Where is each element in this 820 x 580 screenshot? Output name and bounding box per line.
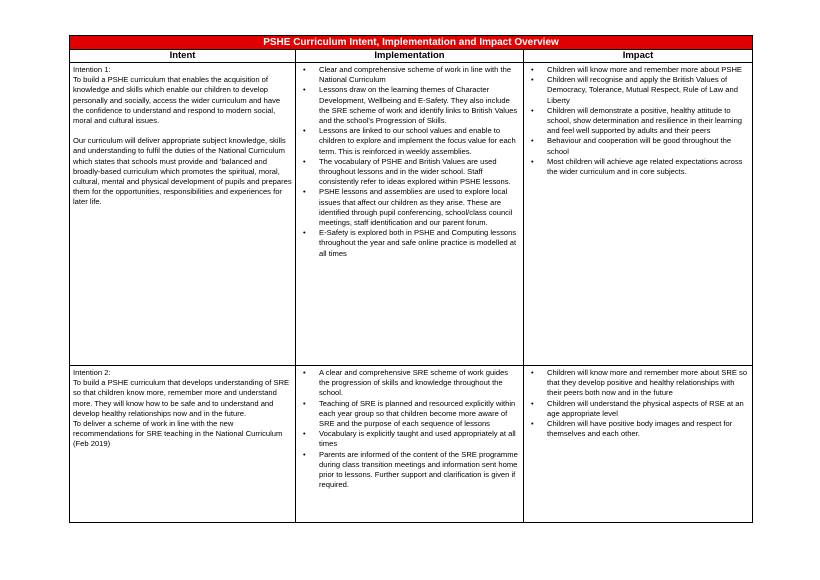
header-row <box>70 50 752 63</box>
list-item: • Parents are informed of the content of the SRE programme during class transition meetings and information sent home prior to lessons. Further support and clarification is given if required. <box>299 450 520 491</box>
implementation-cell <box>296 63 524 365</box>
table-row <box>70 63 752 366</box>
intent-heading: Intention 2: <box>73 368 111 377</box>
list-item: • Children will understand the physical aspects of RSE at an age appropriate level <box>527 399 749 419</box>
implementation-list <box>299 65 520 259</box>
table-title: PSHE Curriculum Intent, Implementation and Impact Overview <box>70 36 752 50</box>
list-item: • Children will know more and remember more about PSHE <box>527 65 749 75</box>
table-row <box>70 366 752 522</box>
intent-paragraph: To build a PSHE curriculum that develops understanding of SRE so that children know more, remember more and understand more. They will know how to be safe and to understand and develop healthy relationships now and in the future. <box>73 378 290 418</box>
list-item: • Clear and comprehensive scheme of work in line with the National Curriculum <box>299 65 520 85</box>
list-item: • Vocabulary is explicitly taught and used appropriately at all times <box>299 429 520 449</box>
header-implementation: Implementation <box>296 50 524 62</box>
intent-paragraph: Our curriculum will deliver appropriate subject knowledge, skills and understanding to fulfil the duties of the National Curriculum which states that schools must provide and 'balanced and broadly-based curriculum which promotes the spiritual, moral, cultural, mental and physical development of pupils and prepares them for the opportunities, responsibilities and experiences for later life. <box>73 136 292 207</box>
impact-cell <box>524 63 752 365</box>
header-intent: Intent <box>70 50 296 62</box>
implementation-list <box>299 368 520 490</box>
impact-list <box>527 65 749 177</box>
list-item: • E-Safety is explored both in PSHE and Computing lessons throughout the year and safe online practice is modelled at all times <box>299 228 520 259</box>
impact-cell <box>524 366 752 522</box>
intent-paragraph: To build a PSHE curriculum that enables the acquisition of knowledge and skills which enable our children to develop personally and socially, access the wider curriculum and have the confidence to understand and respond to modern social, moral and cultural issues. <box>73 75 281 126</box>
list-item: • Behaviour and cooperation will be good throughout the school <box>527 136 749 156</box>
list-item: • Children will demonstrate a positive, healthy attitude to school, show determination and resilience in their learning and feel well supported by adults and their peers <box>527 106 749 137</box>
intent-heading: Intention 1: <box>73 65 111 74</box>
header-impact: Impact <box>622 50 654 61</box>
list-item: • A clear and comprehensive SRE scheme of work guides the progression of skills and knowledge throughout the school. <box>299 368 520 399</box>
curriculum-table <box>69 35 753 523</box>
intent-paragraph: To deliver a scheme of work in line with the new recommendations for SRE teaching in the National Curriculum (Feb 2019) <box>73 419 283 449</box>
list-item: • PSHE lessons and assemblies are used to explore local issues that affect our children as they arise. These are identified through pupil conferencing, school/class council meetings, staff identification and our parent forum. <box>299 187 520 228</box>
impact-list <box>527 368 749 439</box>
intent-cell <box>70 366 296 522</box>
intent-cell <box>70 63 296 365</box>
list-item: • Children will have positive body images and respect for themselves and each other. <box>527 419 749 439</box>
list-item: • Children will recognise and apply the British Values of Democracy, Tolerance, Mutual Respect, Rule of Law and Liberty <box>527 75 749 106</box>
list-item: • Lessons are linked to our school values and enable to children to explore and implement the focus value for each term. This is reinforced in weekly assemblies. <box>299 126 520 157</box>
list-item: • The vocabulary of PSHE and British Values are used throughout lessons and in the wider school. Staff consistently refer to ideas explored within PSHE lessons. <box>299 157 520 188</box>
implementation-cell <box>296 366 524 522</box>
list-item: • Children will know more and remember more about SRE so that they develop positive and healthy relationships with their peers both now and in the future <box>527 368 749 399</box>
list-item: • Lessons draw on the learning themes of Character Development, Wellbeing and E-Safety. They also include the SRE scheme of work and identify links to British Values and the school's Progression of Skills. <box>299 85 520 126</box>
list-item: • Most children will achieve age related expectations across the wider curriculum and in core subjects. <box>527 157 749 177</box>
list-item: • Teaching of SRE is planned and resourced explicitly within each year group so that children become more aware of SRE and the purpose of each sequence of lessons <box>299 399 520 430</box>
